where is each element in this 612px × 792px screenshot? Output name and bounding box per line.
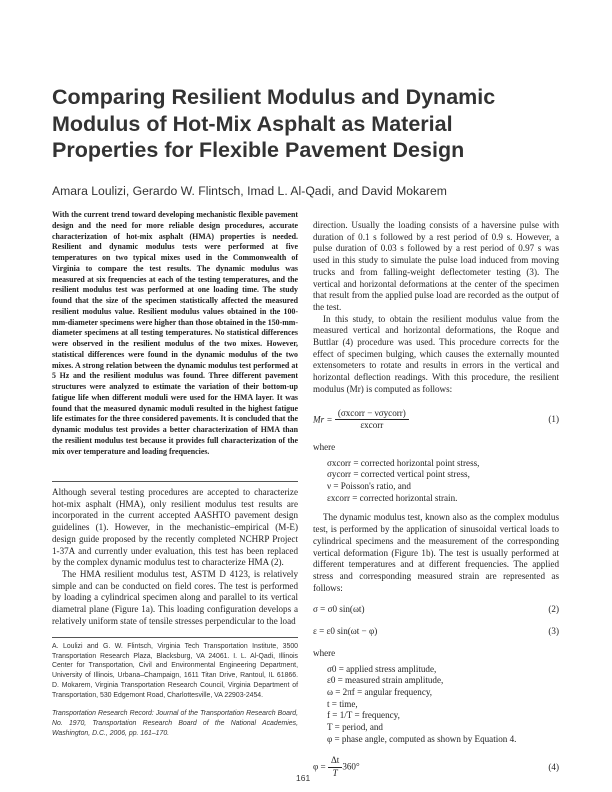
paragraph: In this study, to obtain the resilient modulus value from the measured vertical and horizontal deformations, the Roque and Buttlar (4) procedure was used. This procedure corrects for the effect of specimen bulging, which causes the externally mounted extensometers to rotate and results in errors in the vertical and horizontal deflection readings. With this procedure, the resilient modulus (Mr) is computed as follows: bbox=[313, 313, 559, 394]
definitions-1 bbox=[327, 458, 559, 505]
footnotes bbox=[52, 642, 298, 747]
equation-3: ε = ε0 sin(ωt − φ) (3) bbox=[313, 626, 559, 637]
definitions-2 bbox=[327, 664, 559, 746]
citation: Transportation Research Record: Journal of the Transportation Research Board, No. 1970, Transportation Research Board of the National Academies, Washington, D.C., 2006, pp. 161–170. bbox=[52, 710, 298, 737]
left-column-body bbox=[52, 487, 298, 627]
title-line: Properties for Flexible Pavement Design bbox=[52, 138, 465, 162]
abstract: With the current trend toward developing mechanistic flexible pavement design and the need for more reliable design procedures, accurate characterization of hot-mix asphalt (HMA) properties is needed. Resilient and dynamic modulus tests were performed at five temperatures on two typical mixes used in the Commonwealth of Virginia to compare the test results. The dynamic modulus was measured at six frequencies at each of the testing temperatures, and the resilient modulus test was performed at one loading time. The study found that the size of the specimen statistically affected the measured resilient modulus value. Resilient modulus values obtained in the 100-mm-diameter specimens were higher than those obtained in the 150-mm-diameter specimens at all testing temperatures. No statistical differences were observed in the resilient modulus of the two mixes. However, statistical differences were found in the dynamic modulus of the two mixes. A strong relation between the dynamic modulus test performed at 5 Hz and the resilient modulus was found. Three different pavement structures were analyzed to estimate the variation of their bottom-up fatigue life when different moduli were used for the HMA layer. It was found that the measured dynamic moduli resulted in the highest fatigue life estimates for the three considered pavements. It is concluded that the dynamic modulus test provides a better characterization of HMA than the resilient modulus test because it provides full characterization of the mix over temperature and loading frequencies. bbox=[52, 210, 298, 456]
definition: f = 1/T = frequency, bbox=[327, 710, 400, 721]
author-list: Amara Loulizi, Gerardo W. Flintsch, Imad L. Al-Qadi, and David Mokarem bbox=[52, 184, 447, 198]
definition: σycorr = corrected vertical point stress, bbox=[327, 469, 470, 480]
paragraph: The dynamic modulus test, known also as the complex modulus test, is performed by the application of sinusoidal vertical loads to cylindrical specimens and the measurement of the corresponding vertical deformation (Figure 1b). The test is usually performed at different temperatures and at different frequencies. The applied stress and corresponding measured strain are represented as follows: bbox=[313, 512, 559, 593]
definition: φ = phase angle, computed as shown by Equation 4. bbox=[327, 733, 517, 744]
definition: ν = Poisson's ratio, and bbox=[327, 481, 411, 492]
equation-4: φ = $\frac{\Delta t}{T}$ 360° (4) bbox=[313, 755, 559, 779]
definition: t = time, bbox=[327, 698, 358, 709]
abstract-divider bbox=[52, 481, 298, 482]
definition: ε0 = measured strain amplitude, bbox=[327, 675, 444, 686]
equation-1: Mr = $\frac{\text{(σxcorr − νσycorr)}}{\text{εxcorr}}$ (1) bbox=[313, 407, 559, 431]
title-line: Comparing Resilient Modulus and Dynamic bbox=[52, 85, 496, 109]
title-line: Modulus of Hot-Mix Asphalt as Material bbox=[52, 111, 453, 136]
footnote-divider bbox=[52, 637, 298, 638]
paragraph: The HMA resilient modulus test, ASTM D 4123, is relatively simple and can be conducted on field cores. The test is performed by loading a cylindrical specimen along and parallel to its vertical diametral plane (Figure 1a). This loading configuration develops a relatively uniform state of tensile stresses perpendicular to the load bbox=[52, 568, 298, 626]
paragraph: direction. Usually the loading consists of a haversine pulse with duration of 0.1 s followed by a rest period of 0.9 s. However, a pulse duration of 0.03 s followed by a rest period of 0.97 s was used in this study to simulate the pulse load induced from moving trucks and from falling-weight deflectometer testing (3). The vertical and horizontal deformations at the center of the specimen that result from the applied pulse load are recorded as the output of the test. bbox=[313, 220, 559, 312]
right-column-body bbox=[313, 220, 559, 790]
equation-2: σ = σ0 sin(ωt) (2) bbox=[313, 604, 559, 615]
equation-number: (3) bbox=[548, 626, 559, 637]
where-label: where bbox=[313, 647, 336, 658]
page-number: 161 bbox=[296, 773, 311, 783]
where-label: where bbox=[313, 441, 336, 452]
definition: T = period, and bbox=[327, 722, 383, 733]
definition: ω = 2πf = angular frequency, bbox=[327, 686, 433, 697]
definition: σ0 = applied stress amplitude, bbox=[327, 663, 437, 674]
definition: εxcorr = corrected horizontal strain. bbox=[327, 492, 458, 503]
paragraph: Although several testing procedures are accepted to characterize hot-mix asphalt (HMA), only resilient modulus test results are incorporated in the current accepted AASHTO pavement design guidelines (1). However, in the mechanistic–empirical (M-E) design guide proposed by the recently completed NCHRP Project 1-37A and currently under evaluation, this test has been replaced by the complex dynamic modulus test to characterize HMA (2). bbox=[52, 487, 298, 568]
equation-number: (1) bbox=[548, 413, 559, 424]
paper-title bbox=[52, 84, 572, 164]
equation-number: (4) bbox=[548, 761, 559, 772]
definition: σxcorr = corrected horizontal point stress, bbox=[327, 457, 480, 468]
author-affiliations: A. Loulizi and G. W. Flintsch, Virginia Tech Transportation Institute, 3500 Transportation Research Plaza, Blacksburg, VA 24061. I. L. Al-Qadi, Illinois Center for Transportation, Civil and Environmental Engineering Department, University of Illinois, Urbana–Champaign, 1611 Titan Drive, Rantoul, IL 61866. D. Mokarem, Virginia Transportation Research Council, Virginia Department of Transportation, 530 Edgemont Road, Charlottesville, VA 22903-2454. bbox=[52, 643, 298, 699]
equation-number: (2) bbox=[548, 604, 559, 615]
